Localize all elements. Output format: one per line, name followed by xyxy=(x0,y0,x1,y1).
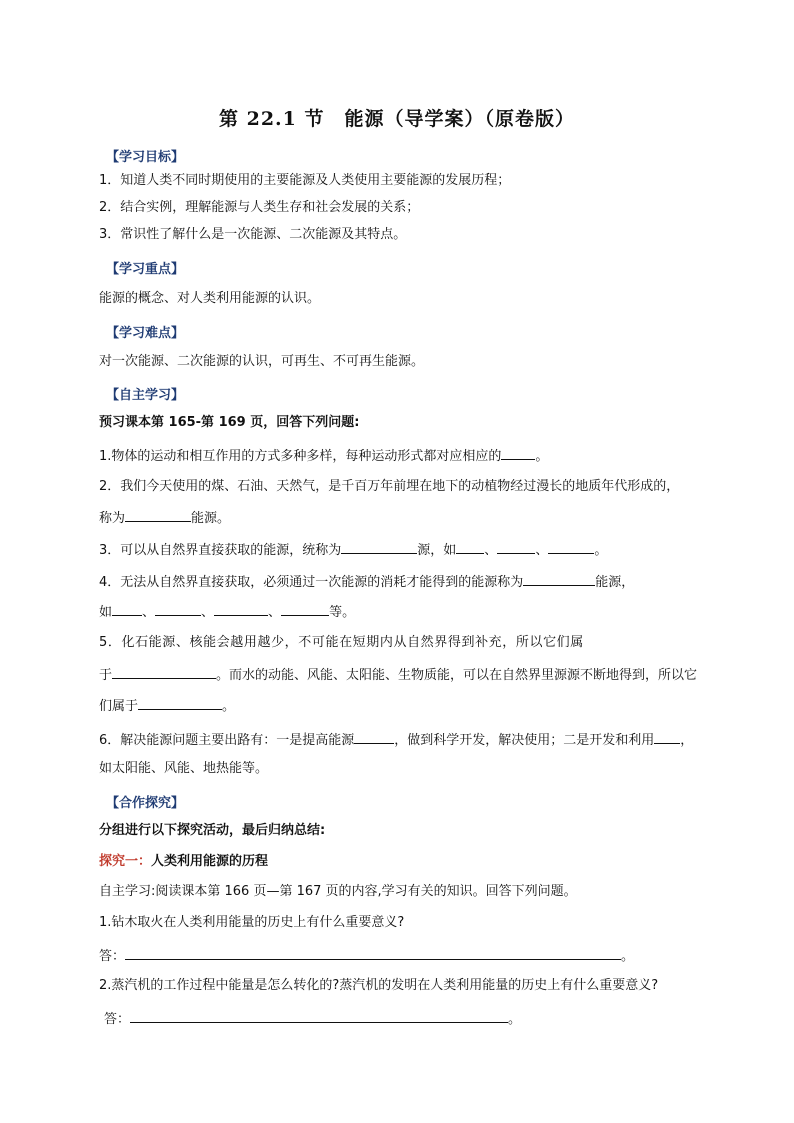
difficulty-text: 对一次能源、二次能源的认识，可再生、不可再生能源。 xyxy=(99,354,425,369)
answer-blank[interactable] xyxy=(138,696,222,710)
question-4-line-2: 如 、 、 、 等。 xyxy=(99,602,734,622)
answer-blank[interactable] xyxy=(214,602,268,616)
question-2-line-2: 称为 能源。 xyxy=(99,508,734,528)
goal-item: 2．结合实例，理解能源与人类生存和社会发展的关系； xyxy=(99,200,420,215)
answer-blank[interactable] xyxy=(501,446,535,460)
goal-item: 1．知道人类不同时期使用的主要能源及人类使用主要能源的发展历程； xyxy=(99,173,511,188)
section-key-heading: 【学习重点】 xyxy=(106,262,185,277)
question-5-line-1: 5．化石能源、核能会越用越少，不可能在短期内从自然界得到补充，所以它们属 xyxy=(99,635,584,650)
section-cooperate-heading: 【合作探究】 xyxy=(106,796,185,811)
question-6-line-2: 如太阳能、风能、地热能等。 xyxy=(99,761,269,776)
answer-blank[interactable] xyxy=(548,540,594,554)
section-goals-heading: 【学习目标】 xyxy=(106,150,185,165)
page-title: 第 22.1 节 能源（导学案）（原卷版） xyxy=(218,108,575,130)
section-self-study-heading: 【自主学习】 xyxy=(106,388,185,403)
question-5-line-2: 于 。而水的动能、风能、太阳能、生物质能，可以在自然界里源源不断地得到，所以它 xyxy=(99,665,734,685)
question-4-line-1: 4．无法从自然界直接获取，必须通过一次能源的消耗才能得到的能源称为 能源， xyxy=(99,572,734,592)
explore-1-heading: 探究一：人类利用能源的历程 xyxy=(99,854,269,869)
goal-item: 3．常识性了解什么是一次能源、二次能源及其特点。 xyxy=(99,227,407,242)
answer-blank[interactable] xyxy=(456,540,484,554)
explore-1-answer-1: 答： 。 xyxy=(99,946,734,966)
answer-blank[interactable] xyxy=(341,540,417,554)
answer-line[interactable] xyxy=(130,1009,508,1023)
explore-1-answer-2: 答： 。 xyxy=(104,1009,734,1029)
question-1: 1.物体的运动和相互作用的方式多种多样，每种运动形式都对应相应的 。 xyxy=(99,446,734,466)
answer-blank[interactable] xyxy=(125,508,191,522)
answer-blank[interactable] xyxy=(112,665,216,679)
question-6-line-1: 6．解决能源问题主要出路有：一是提高能源 ，做到科学开发，解决使用；二是开发和利用 ， xyxy=(99,730,734,750)
answer-blank[interactable] xyxy=(654,730,680,744)
cooperate-intro: 分组进行以下探究活动，最后归纳总结: xyxy=(99,823,326,838)
answer-blank[interactable] xyxy=(497,540,535,554)
question-2-line-1: 2．我们今天使用的煤、石油、天然气，是千百万年前埋在地下的动植物经过漫长的地质年代形成的， xyxy=(99,479,680,494)
question-3: 3．可以从自然界直接获取的能源，统称为 源，如 、 、 。 xyxy=(99,540,734,560)
answer-line[interactable] xyxy=(125,946,621,960)
explore-1-read: 自主学习:阅读课本第 166 页—第 167 页的内容,学习有关的知识。回答下列问题。 xyxy=(99,884,577,899)
answer-blank[interactable] xyxy=(354,730,394,744)
question-5-line-3: 们属于 。 xyxy=(99,696,734,716)
self-study-intro: 预习课本第 165-第 169 页，回答下列问题: xyxy=(99,415,360,430)
answer-blank[interactable] xyxy=(281,602,329,616)
section-difficulty-heading: 【学习难点】 xyxy=(106,326,185,341)
answer-blank[interactable] xyxy=(112,602,142,616)
key-text: 能源的概念、对人类利用能源的认识。 xyxy=(99,291,321,306)
explore-1-question-2: 2.蒸汽机的工作过程中能量是怎么转化的?蒸汽机的发明在人类利用能量的历史上有什么重要意义? xyxy=(99,978,659,993)
answer-blank[interactable] xyxy=(523,572,595,586)
answer-blank[interactable] xyxy=(155,602,201,616)
explore-1-question-1: 1.钻木取火在人类利用能量的历史上有什么重要意义? xyxy=(99,915,405,930)
